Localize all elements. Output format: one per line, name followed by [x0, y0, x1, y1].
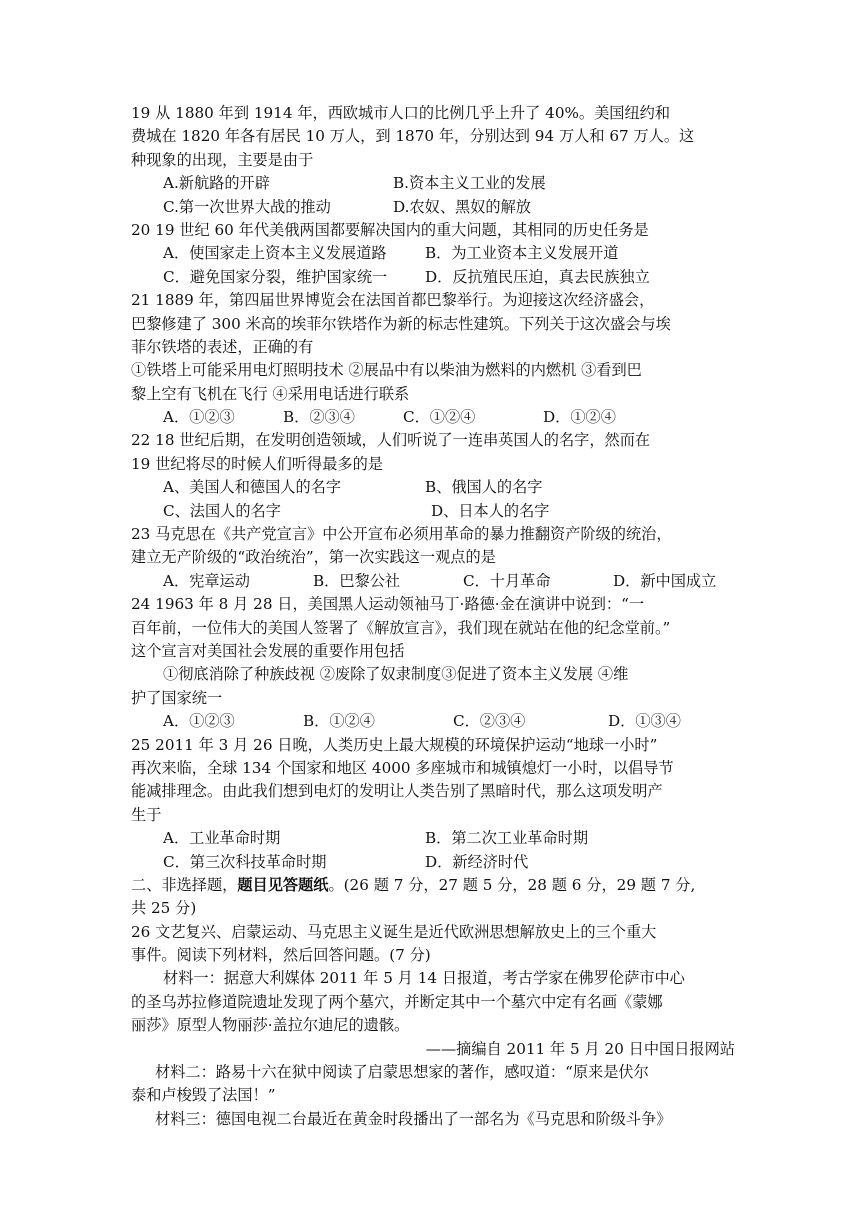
question-text: 这个宣言对美国社会发展的重要作用包括 [131, 641, 405, 660]
question-text: 百年前，一位伟大的美国人签署了《解放宣言》，我们现在就站在他的纪念堂前。” [131, 618, 671, 637]
section-2-heading [131, 874, 735, 921]
question-text: 菲尔铁塔的表述，正确的有 [131, 337, 314, 356]
question-text: 26 文艺复兴、启蒙运动、马克思主义诞生是近代欧洲思想解放史上的三个重大 [131, 922, 657, 941]
question-text: 20 19 世纪 60 年代美俄两国都要解决国内的重大问题，其相同的历史任务是 [131, 220, 649, 239]
question-20 [131, 219, 735, 289]
option-b: B．巴黎公社 [313, 571, 401, 590]
question-24 [131, 593, 735, 733]
option-d: D．新经济时代 [425, 852, 529, 871]
option-a: A．使国家走上资本主义发展道路 [163, 244, 387, 263]
question-text: 再次来临，全球 134 个国家和地区 4000 多座城市和城镇熄灯一小时，以倡导节 [131, 758, 674, 777]
question-text: 22 18 世纪后期，在发明创造领域，人们听说了一连串英国人的名字，然而在 [131, 431, 651, 450]
options-row [131, 827, 735, 850]
question-text: 24 1963 年 8 月 28 日，美国黑人运动领袖马丁·路德·金在演讲中说到：“一 [131, 595, 645, 614]
material-1-source: ——摘编自 2011 年 5 月 20 日中国日报网站 [425, 1039, 735, 1058]
option-b: B．②③④ [283, 408, 355, 427]
question-text: ①彻底消除了种族歧视 ②废除了奴隶制度③促进了资本主义发展 ④维 [163, 665, 629, 684]
question-25 [131, 734, 735, 874]
option-a: A、美国人和德国人的名字 [163, 478, 342, 497]
question-text: 25 2011 年 3 月 26 日晚，人类历史上最大规模的环境保护运动“地球一小时” [131, 735, 658, 754]
question-text: 23 马克思在《共产党宣言》中公开宣布必须用革命的暴力推翻资产阶级的统治， [131, 525, 672, 544]
option-b: B．①②④ [303, 712, 375, 731]
question-text: 护了国家统一 [131, 688, 223, 707]
options-row [131, 476, 735, 499]
question-text: ①铁塔上可能采用电灯照明技术 ②展品中有以柴油为燃料的内燃机 ③看到巴 [131, 361, 642, 380]
material-1-text: 材料一：据意大利媒体 2011 年 5 月 14 日报道，考古学家在佛罗伦萨市中心 [163, 969, 685, 988]
question-text: 19 从 1880 年到 1914 年，西欧城市人口的比例几乎上升了 40%。美国纽约和 [131, 104, 671, 122]
question-text: 建立无产阶级的“政治统治”，第一次实践这一观点的是 [131, 548, 496, 567]
section-prefix: 二、非选择题， [131, 875, 238, 894]
option-a: A．①②③ [163, 712, 235, 731]
option-c: C．避免国家分裂，维护国家统一 [163, 267, 388, 286]
option-b: B．为工业资本主义发展开道 [425, 244, 619, 263]
question-text: 19 世纪将尽的时候人们听得最多的是 [131, 454, 383, 473]
options-row [131, 406, 735, 429]
options-row [131, 172, 735, 195]
option-c: C．十月革命 [463, 571, 551, 590]
option-b: B、俄国人的名字 [425, 478, 543, 497]
question-text: 生于 [131, 805, 162, 824]
option-c: C．①②④ [403, 408, 476, 427]
option-d: D．反抗殖民压迫，真去民族独立 [425, 267, 650, 286]
material-2-text: 材料二：路易十六在狱中阅读了启蒙思想家的著作，感叹道：“原来是伏尔 [155, 1063, 649, 1082]
options-row [131, 570, 735, 593]
question-19 [131, 102, 735, 219]
material-1-text: 丽莎》原型人物丽莎·盖拉尔迪尼的遗骸。 [131, 1016, 410, 1035]
question-text: 能减排理念。由此我们想到电灯的发明让人类告别了黑暗时代，那么这项发明产 [131, 782, 663, 801]
question-26 [131, 921, 735, 1132]
section-suffix: 。(26 题 7 分，27 题 5 分，28 题 6 分，29 题 7 分, [328, 875, 696, 894]
section-line-2: 共 25 分) [131, 899, 197, 918]
option-a: A.新航路的开辟 [163, 174, 270, 193]
question-text: 巴黎修建了 300 米高的埃菲尔铁塔作为新的标志性建筑。下列关于这次盛会与埃 [131, 314, 671, 333]
options-row [131, 851, 735, 874]
question-text: 21 1889 年，第四届世界博览会在法国首都巴黎举行。为迎接这次经济盛会， [131, 291, 655, 310]
option-c: C、法国人的名字 [163, 501, 281, 520]
question-21 [131, 289, 735, 429]
option-d: D．①③④ [608, 712, 681, 731]
option-c: C.第一次世界大战的推动 [163, 197, 331, 216]
options-row [131, 710, 735, 733]
option-b: B．第二次工业革命时期 [425, 829, 589, 848]
options-row [131, 196, 735, 219]
option-d: D．①②④ [543, 408, 616, 427]
option-a: A．①②③ [163, 408, 235, 427]
option-c: C．第三次科技革命时期 [163, 852, 327, 871]
question-22 [131, 429, 735, 523]
question-text: 黎上空有飞机在飞行 ④采用电话进行联系 [131, 384, 410, 403]
exam-page [131, 102, 735, 1131]
question-text: 种现象的出现，主要是由于 [131, 150, 314, 169]
section-bold-note: 题目见答题纸 [237, 875, 329, 894]
options-row [131, 242, 735, 265]
material-3-text: 材料三：德国电视二台最近在黄金时段播出了一部名为《马克思和阶级斗争》 [155, 1109, 672, 1128]
material-2-text: 泰和卢梭毁了法国！” [131, 1086, 276, 1105]
option-d: D．新中国成立 [613, 571, 717, 590]
option-c: C．②③④ [453, 712, 526, 731]
option-b: B.资本主义工业的发展 [393, 174, 546, 193]
option-a: A．工业革命时期 [163, 829, 281, 848]
option-a: A．宪章运动 [163, 571, 250, 590]
option-d: D.农奴、黑奴的解放 [393, 197, 531, 216]
option-d: D、日本人的名字 [431, 501, 550, 520]
material-1-text: 的圣乌苏拉修道院遗址发现了两个墓穴，并断定其中一个墓穴中定有名画《蒙娜 [131, 992, 663, 1011]
options-row [131, 500, 735, 523]
question-text: 费城在 1820 年各有居民 10 万人，到 1870 年，分别达到 94 万人和 67 万人。这 [131, 127, 695, 146]
options-row [131, 266, 735, 289]
question-23 [131, 523, 735, 593]
question-text: 事件。阅读下列材料，然后回答问题。(7 分) [131, 946, 431, 965]
